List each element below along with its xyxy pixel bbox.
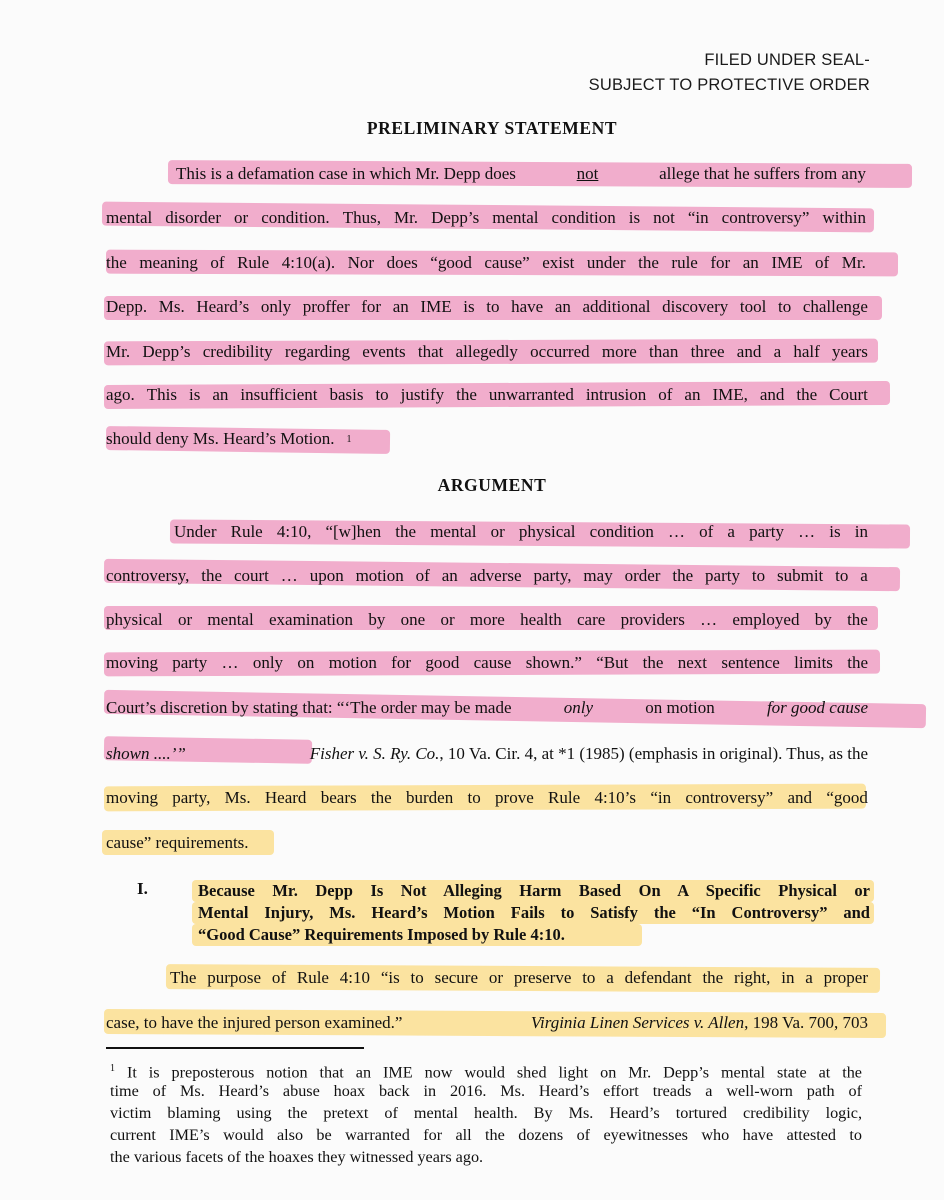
text-line: physical or mental examination by one or more health care providers … employed by the: [106, 610, 868, 629]
text-line: shown ....’” Fisher v. S. Ry. Co., 10 Va. Cir. 4, at *1 (1985) (emphasis in original). Thus, as the: [106, 744, 868, 763]
text-line: ago. This is an insufficient basis to justify the unwarranted intrusion of an IME, and the Court: [106, 385, 868, 404]
footnote-line: victim blaming using the pretext of mental health. By Ms. Heard’s tortured credibility logic,: [110, 1104, 862, 1122]
footnote-line: current IME’s would also be warranted for all the dozens of eyewitnesses who have attested to: [110, 1126, 862, 1144]
section-number: I.: [137, 879, 148, 898]
argument-heading: ARGUMENT: [437, 475, 547, 495]
section-heading-line: “Good Cause” Requirements Imposed by Rule 4:10.: [198, 925, 565, 944]
footnote-line: $^1$ It is preposterous notion that an IME now would shed light on Mr. Depp’s mental state at the: [110, 1063, 862, 1082]
text-line: the meaning of Rule 4:10(a). Nor does “good cause” exist under the rule for an IME of Mr.: [106, 253, 866, 272]
header-line-2: SUBJECT TO PROTECTIVE ORDER: [588, 76, 870, 94]
text-line: moving party, Ms. Heard bears the burden to prove Rule 4:10’s “in controversy” and “good: [106, 788, 868, 807]
section-heading-line: Mental Injury, Ms. Heard’s Motion Fails to Satisfy the “In Controversy” and: [198, 903, 870, 922]
case-citation: Virginia Linen Services v. Allen: [530, 1013, 745, 1032]
text-line: Mr. Depp’s credibility regarding events that allegedly occurred more than three and a half years: [106, 342, 868, 361]
text-line: mental disorder or condition. Thus, Mr. Depp’s mental condition is not “in controversy” within: [106, 208, 866, 227]
header-line-1: FILED UNDER SEAL-: [704, 51, 870, 69]
text-line: Court’s discretion by stating that: “‘The order may be made only on motion for good cause: [106, 698, 868, 717]
footnote-divider: [106, 1047, 364, 1049]
text-line: cause” requirements.: [106, 833, 249, 852]
case-citation: Fisher v. S. Ry. Co.: [309, 744, 440, 763]
text-line: moving party … only on motion for good cause shown.” “But the next sentence limits the: [106, 653, 868, 672]
footnote-line: time of Ms. Heard’s abuse hoax back in 2016. Ms. Heard’s effort treads a well-worn path of: [110, 1082, 862, 1100]
text-line: Depp. Ms. Heard’s only proffer for an IME is to have an additional discovery tool to challenge: [106, 297, 868, 316]
text-line: should deny Ms. Heard’s Motion. 1: [106, 429, 352, 448]
text-line: controversy, the court … upon motion of an adverse party, may order the party to submit to a: [106, 566, 868, 585]
text-line: This is a defamation case in which Mr. Depp does not allege that he suffers from any: [176, 164, 866, 183]
text-line: Under Rule 4:10, “[w]hen the mental or physical condition … of a party … is in: [174, 522, 868, 541]
filing-header: [589, 48, 870, 98]
text-line: The purpose of Rule 4:10 “is to secure or preserve to a defendant the right, in a proper: [170, 968, 868, 987]
text-line: case, to have the injured person examined.” Virginia Linen Services v. Allen, 198 Va. 700, 703: [106, 1013, 868, 1032]
section-heading-line: Because Mr. Depp Is Not Alleging Harm Based On A Specific Physical or: [198, 881, 870, 900]
preliminary-statement-heading: PRELIMINARY STATEMENT: [366, 118, 618, 138]
footnote-reference: 1: [346, 433, 352, 445]
footnote-line: the various facets of the hoaxes they witnessed years ago.: [110, 1148, 484, 1166]
footnote-marker: 1: [110, 1063, 115, 1074]
